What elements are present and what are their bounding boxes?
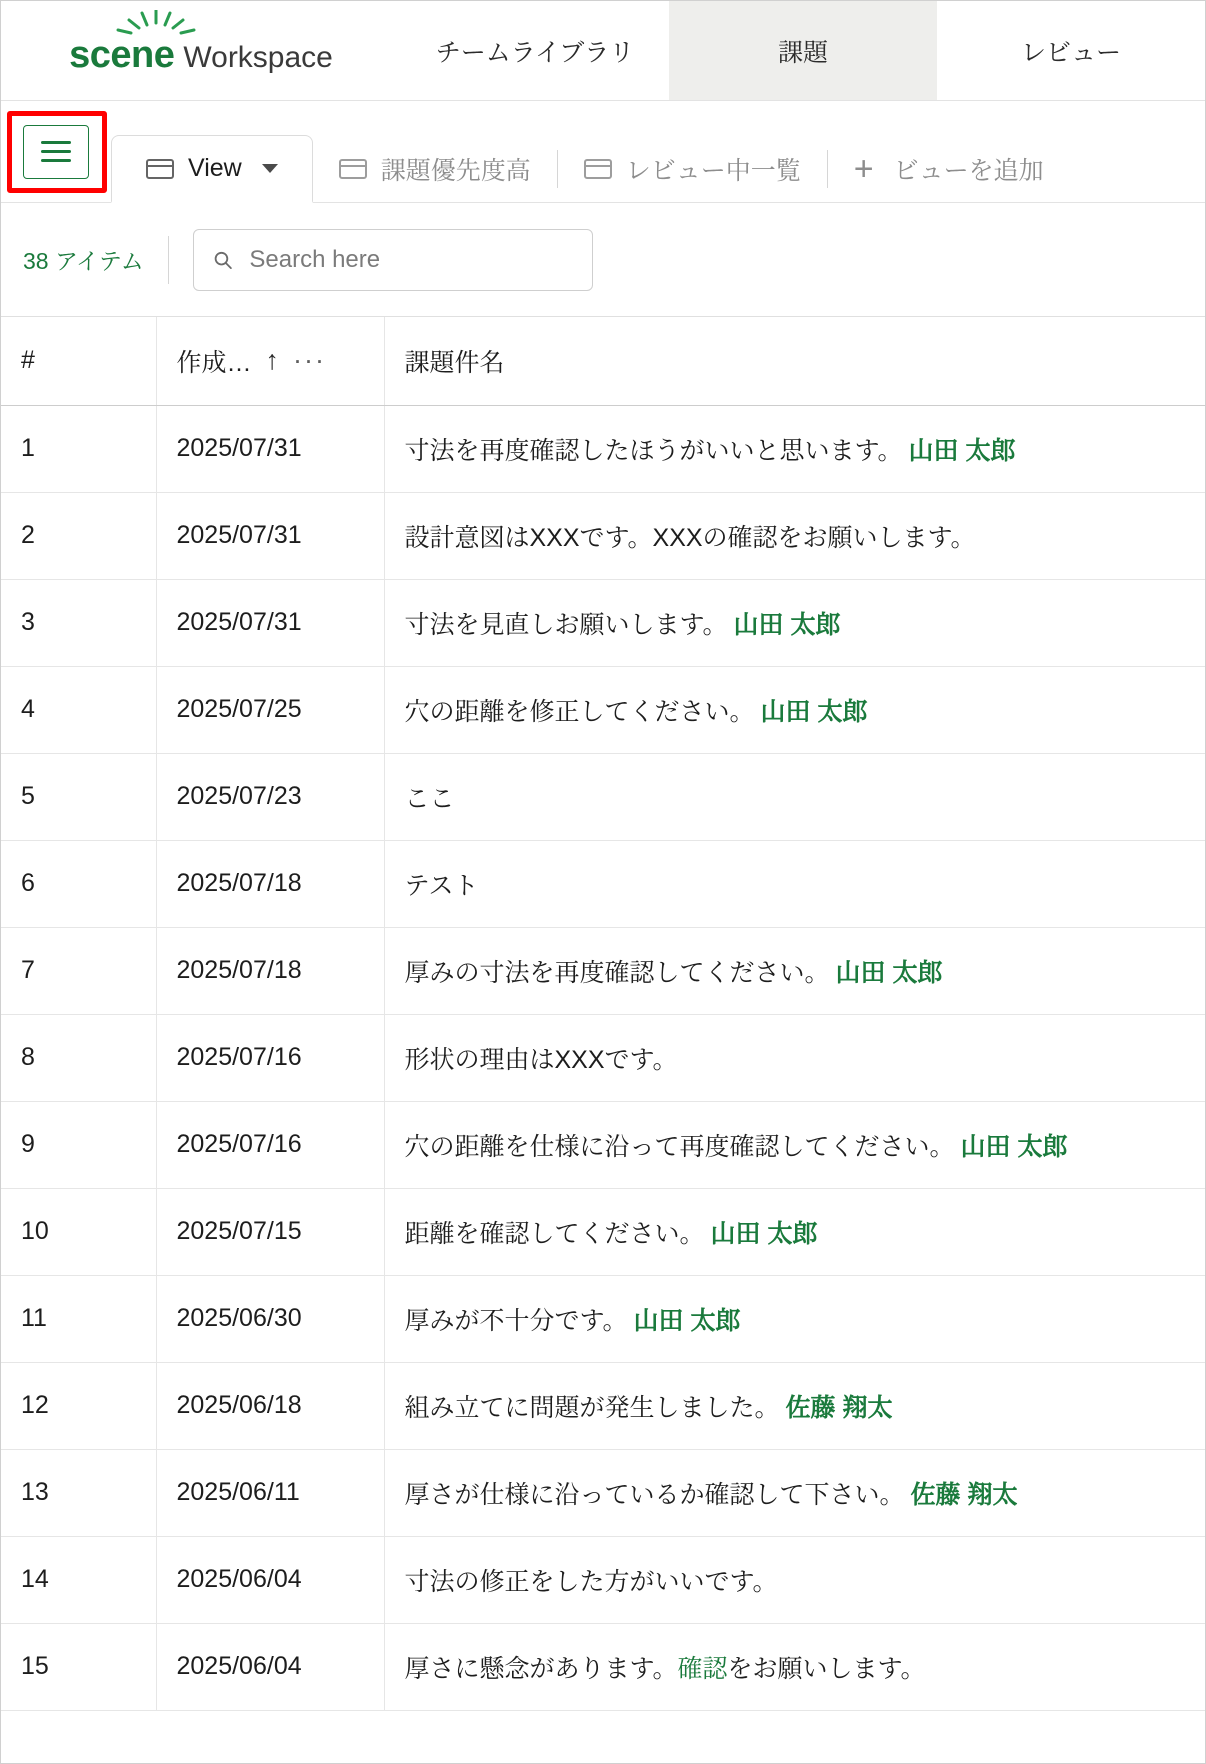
cell-created-date: 2025/07/16	[156, 1014, 384, 1101]
cell-number: 8	[1, 1014, 156, 1101]
column-label-created: 作成…	[176, 348, 252, 377]
column-label-number: #	[21, 346, 35, 375]
cell-number: 11	[1, 1275, 156, 1362]
cell-title	[384, 753, 1205, 840]
tab-review[interactable]: レビュー	[1020, 38, 1121, 67]
cell-title	[384, 1188, 1205, 1275]
cell-title	[384, 1275, 1205, 1362]
issue-title-text: 穴の距離を修正してください。	[404, 697, 755, 726]
cell-title	[384, 1101, 1205, 1188]
cell-created-date: 2025/06/30	[156, 1275, 384, 1362]
issue-title-text: 距離を確認してください。	[404, 1219, 705, 1248]
mention-tag[interactable]: 山田 太郎	[760, 697, 868, 726]
cell-created-date: 2025/07/18	[156, 927, 384, 1014]
table-row[interactable]	[1, 753, 1205, 840]
column-label-title: 課題件名	[404, 348, 505, 377]
view-tab-bar	[1, 101, 1205, 203]
cell-number: 10	[1, 1188, 156, 1275]
issue-title-text: 寸法を見直しお願いします。	[404, 610, 728, 639]
cell-title	[384, 927, 1205, 1014]
table-row[interactable]	[1, 405, 1205, 492]
cell-title	[384, 1014, 1205, 1101]
hamburger-line-3	[41, 159, 71, 162]
issues-table	[1, 317, 1205, 1711]
brand-name-secondary: Workspace	[183, 40, 333, 74]
table-row[interactable]	[1, 1014, 1205, 1101]
view-tab-view[interactable]	[111, 135, 313, 203]
table-row[interactable]	[1, 1449, 1205, 1536]
search-input[interactable]	[247, 245, 573, 275]
mention-tag[interactable]: 山田 太郎	[733, 610, 841, 639]
table-row[interactable]	[1, 840, 1205, 927]
table-header-row	[1, 317, 1205, 405]
sort-ascending-icon[interactable]: ↑	[265, 345, 280, 376]
cell-created-date: 2025/06/11	[156, 1449, 384, 1536]
issue-title-text: 厚みが不十分です。	[404, 1306, 628, 1335]
mention-tag[interactable]: 佐藤 翔太	[910, 1480, 1018, 1509]
table-body	[1, 405, 1205, 1710]
hamburger-line-2	[41, 150, 71, 153]
column-header-number[interactable]	[1, 317, 156, 405]
table-row[interactable]	[1, 1362, 1205, 1449]
table-row[interactable]	[1, 1536, 1205, 1623]
cell-title	[384, 1362, 1205, 1449]
sunburst-icon	[111, 10, 201, 36]
inline-link[interactable]: 確認	[677, 1654, 728, 1683]
table-row[interactable]	[1, 1101, 1205, 1188]
issue-title-text: ここ	[404, 784, 455, 813]
search-box[interactable]	[193, 229, 593, 291]
view-tab-label: 課題優先度高	[380, 157, 531, 185]
table-row[interactable]	[1, 1275, 1205, 1362]
tab-issues[interactable]: 課題	[669, 1, 937, 100]
cell-created-date: 2025/07/15	[156, 1188, 384, 1275]
table-row[interactable]	[1, 492, 1205, 579]
add-view-label: ビューを追加	[893, 157, 1044, 185]
cell-created-date: 2025/07/31	[156, 405, 384, 492]
tab-team-library[interactable]: チームライブラリ	[435, 38, 635, 67]
issue-title-text: 厚さが仕様に沿っているか確認して下さい。	[404, 1480, 905, 1509]
view-icon	[146, 159, 174, 179]
table-row[interactable]	[1, 666, 1205, 753]
item-count-label: 38 アイテム	[23, 248, 144, 274]
menu-button-container	[1, 101, 111, 202]
cell-created-date: 2025/06/04	[156, 1623, 384, 1710]
top-navigation-bar	[1, 1, 1205, 101]
cell-number: 13	[1, 1449, 156, 1536]
table-row[interactable]	[1, 927, 1205, 1014]
table-header	[1, 317, 1205, 405]
cell-number: 5	[1, 753, 156, 840]
search-icon	[212, 248, 234, 272]
issue-title-text: 厚みの寸法を再度確認してください。	[404, 958, 830, 987]
cell-number: 7	[1, 927, 156, 1014]
cell-title	[384, 405, 1205, 492]
add-view-button[interactable]	[828, 136, 1070, 202]
mention-tag[interactable]: 山田 太郎	[908, 436, 1016, 465]
cell-title	[384, 492, 1205, 579]
issue-title-text: 寸法を再度確認したほうがいいと思います。	[404, 436, 903, 465]
cell-number: 15	[1, 1623, 156, 1710]
cell-number: 9	[1, 1101, 156, 1188]
cell-number: 1	[1, 405, 156, 492]
cell-title	[384, 1449, 1205, 1536]
cell-title	[384, 1623, 1205, 1710]
view-tab-high-priority[interactable]	[313, 136, 557, 202]
table-row[interactable]	[1, 1188, 1205, 1275]
hamburger-menu-button[interactable]	[23, 125, 89, 179]
cell-created-date: 2025/07/18	[156, 840, 384, 927]
mention-tag[interactable]: 山田 太郎	[633, 1306, 741, 1335]
mention-tag[interactable]: 山田 太郎	[835, 958, 943, 987]
cell-created-date: 2025/07/25	[156, 666, 384, 753]
view-icon	[339, 159, 367, 179]
cell-created-date: 2025/07/31	[156, 492, 384, 579]
plus-icon: +	[853, 150, 874, 188]
cell-number: 2	[1, 492, 156, 579]
cell-created-date: 2025/07/16	[156, 1101, 384, 1188]
cell-number: 3	[1, 579, 156, 666]
mention-tag[interactable]: 山田 太郎	[710, 1219, 818, 1248]
cell-number: 12	[1, 1362, 156, 1449]
issue-title-text: 厚さに懸念があります。確認をお願いします。	[404, 1654, 926, 1683]
cell-title	[384, 1536, 1205, 1623]
issue-title-text: 穴の距離を仕様に沿って再度確認してください。	[404, 1132, 955, 1161]
issue-title-text: 設計意図はXXXです。XXXの確認をお願いします。	[404, 523, 976, 552]
hamburger-line-1	[41, 141, 71, 144]
issue-title-text: 組み立てに問題が発生しました。	[404, 1393, 780, 1422]
view-tabs	[111, 101, 1070, 202]
cell-number: 4	[1, 666, 156, 753]
cell-number: 6	[1, 840, 156, 927]
cell-title	[384, 579, 1205, 666]
cell-created-date: 2025/07/23	[156, 753, 384, 840]
column-header-created[interactable]	[156, 317, 384, 405]
column-header-title[interactable]	[384, 317, 1205, 405]
cell-number: 14	[1, 1536, 156, 1623]
view-tab-in-review[interactable]	[558, 136, 827, 202]
column-options-icon[interactable]: ···	[293, 345, 326, 376]
cell-title	[384, 666, 1205, 753]
mention-tag[interactable]: 山田 太郎	[960, 1132, 1068, 1161]
table-row[interactable]	[1, 1623, 1205, 1710]
brand-logo[interactable]	[1, 1, 401, 100]
cell-created-date: 2025/06/18	[156, 1362, 384, 1449]
chevron-down-icon[interactable]	[262, 164, 278, 173]
view-tab-label: View	[188, 154, 242, 182]
divider	[168, 236, 169, 284]
table-row[interactable]	[1, 579, 1205, 666]
main-tabs	[401, 1, 1205, 100]
issue-title-text: 寸法の修正をした方がいいです。	[404, 1567, 778, 1596]
cell-created-date: 2025/07/31	[156, 579, 384, 666]
mention-tag[interactable]: 佐藤 翔太	[785, 1393, 893, 1422]
brand-name-primary: scene	[69, 33, 175, 76]
view-icon	[584, 159, 612, 179]
issue-title-text: 形状の理由はXXXです。	[404, 1045, 678, 1074]
cell-title	[384, 840, 1205, 927]
toolbar	[1, 203, 1205, 317]
view-tab-label: レビュー中一覧	[625, 157, 801, 185]
cell-created-date: 2025/06/04	[156, 1536, 384, 1623]
issue-title-text: テスト	[404, 871, 479, 900]
